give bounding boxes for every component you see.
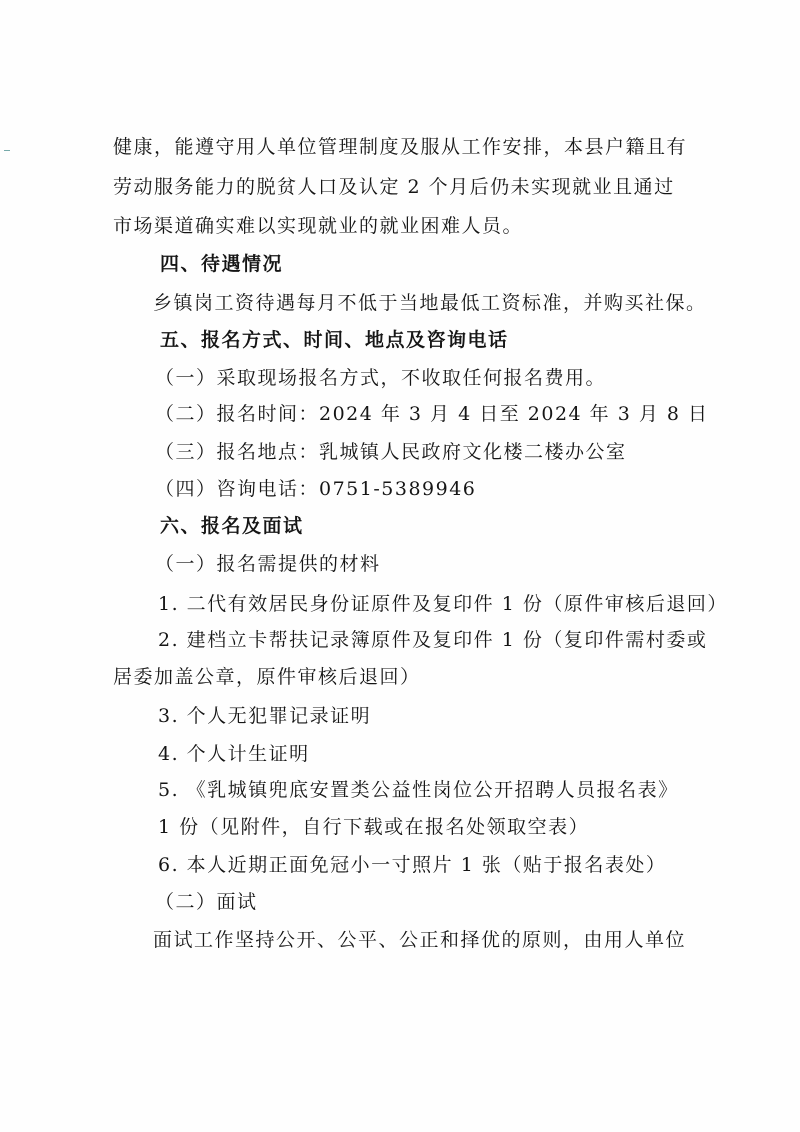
sub-heading: （一）报名需提供的材料 — [155, 553, 381, 575]
paragraph-line: 市场渠道确实难以实现就业的就业困难人员。 — [113, 215, 524, 237]
section-heading-registration: 五、报名方式、时间、地点及咨询电话 — [160, 329, 509, 351]
sub-heading: （二）面试 — [155, 891, 258, 913]
list-item: 2. 建档立卡帮扶记录簿原件及复印件 1 份（复印件需村委或 — [158, 629, 708, 651]
section-heading-interview: 六、报名及面试 — [160, 515, 304, 537]
list-item: 5. 《乳城镇兜底安置类公益性岗位公开招聘人员报名表》 — [158, 779, 679, 801]
list-item: （二）报名时间：2024 年 3 月 4 日至 2024 年 3 月 8 日 — [155, 403, 709, 425]
list-item: （三）报名地点：乳城镇人民政府文化楼二楼办公室 — [155, 441, 627, 463]
list-item: （一）采取现场报名方式，不收取任何报名费用。 — [155, 367, 607, 389]
paragraph-line: 乡镇岗工资待遇每月不低于当地最低工资标准，并购买社保。 — [153, 292, 707, 314]
list-item: （四）咨询电话：0751-5389946 — [155, 478, 477, 500]
paragraph-line: 面试工作坚持公开、公平、公正和择优的原则，由用人单位 — [153, 929, 687, 951]
section-heading-benefits: 四、待遇情况 — [160, 253, 284, 275]
list-item: 6. 本人近期正面免冠小一寸照片 1 张（贴于报名表处） — [158, 854, 667, 876]
list-item: 3. 个人无犯罪记录证明 — [158, 705, 372, 727]
list-item: 1. 二代有效居民身份证原件及复印件 1 份（原件审核后退回） — [158, 593, 728, 615]
list-item: 4. 个人计生证明 — [158, 743, 310, 765]
paragraph-line: 健康，能遵守用人单位管理制度及服从工作安排，本县户籍且有 — [113, 136, 688, 158]
paragraph-line: 劳动服务能力的脱贫人口及认定 2 个月后仍未实现就业且通过 — [113, 176, 675, 198]
list-item: 1 份（见附件，自行下载或在报名处领取空表） — [158, 816, 590, 838]
margin-mark — [4, 150, 10, 151]
paragraph-line: 居委加盖公章，原件审核后退回） — [113, 666, 421, 688]
